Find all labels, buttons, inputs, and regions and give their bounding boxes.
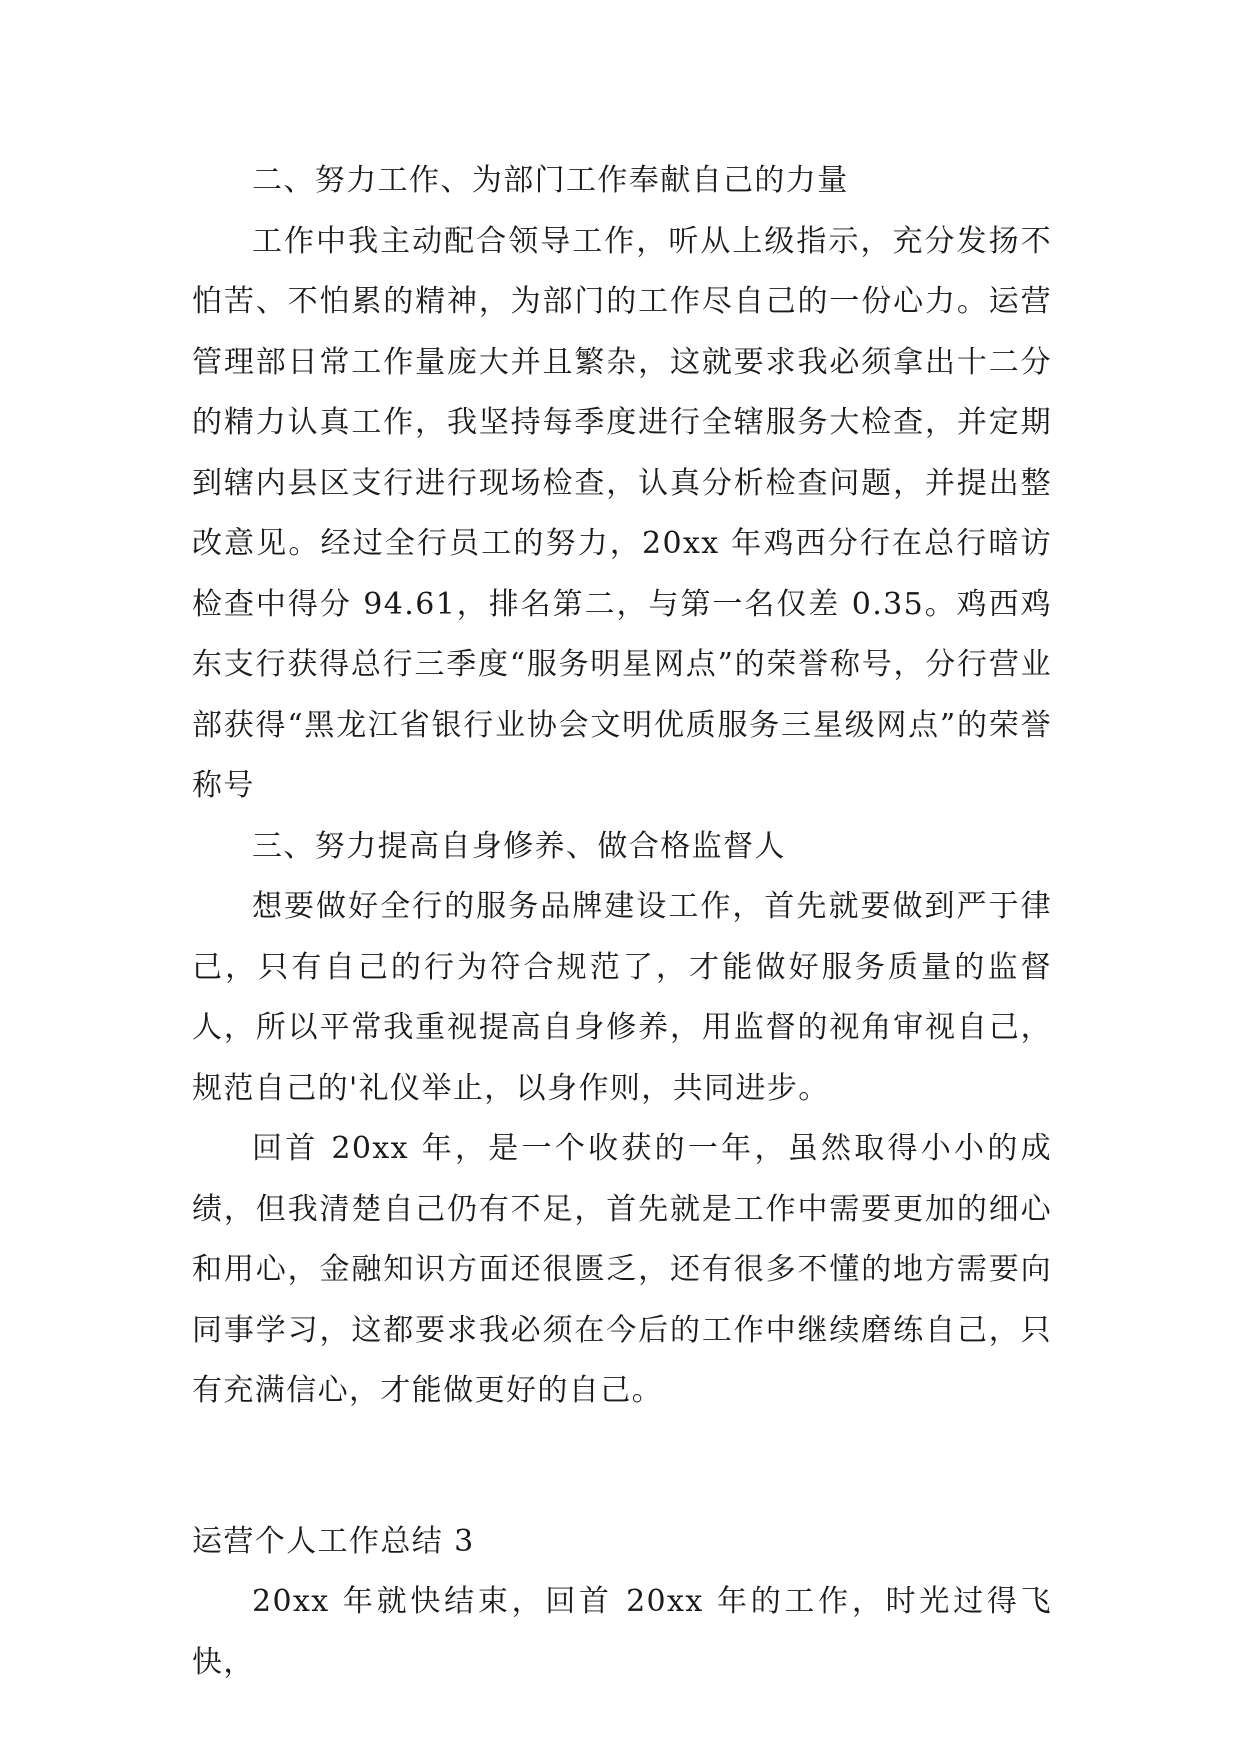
next-document-intro: 20xx 年就快结束，回首 20xx 年的工作，时光过得飞快， — [192, 1584, 1052, 1680]
document-body — [192, 151, 1052, 1693]
closing-paragraph: 回首 20xx 年，是一个收获的一年，虽然取得小小的成绩，但我清楚自己仍有不足，首先就是工作中需要更加的细心和用心，金融知识方面还很匮乏，还有很多不懂的地方需要向同事学习，这都要求我必须在今后的工作中继续磨练自己，只有充满信心，才能做更好的自己。 — [192, 1131, 1052, 1408]
section-paragraph-2: 工作中我主动配合领导工作，听从上级指示，充分发扬不怕苦、不怕累的精神，为部门的工作尽自己的一份心力。运营管理部日常工作量庞大并且繁杂，这就要求我必须拿出十二分的精力认真工作，我坚持每季度进行全辖服务大检查，并定期到辖内县区支行进行现场检查，认真分析检查问题，并提出整改意见。经过全行员工的努力，20xx 年鸡西分行在总行暗访检查中得分 94.61，排名第二，与第一名仅差 0.35。鸡西鸡东支行获得总行三季度“服务明星网点”的荣誉称号，分行营业部获得“黑龙江省银行业协会文明优质服务三星级网点”的荣誉称号 — [192, 223, 1052, 803]
section-heading-3: 三、努力提高自身修养、做合格监督人 — [252, 828, 786, 864]
next-document-title: 运营个人工作总结 3 — [192, 1523, 475, 1559]
section-paragraph-3: 想要做好全行的服务品牌建设工作，首先就要做到严于律己，只有自己的行为符合规范了，才能做好服务质量的监督人，所以平常我重视提高自身修养，用监督的视角审视自己，规范自己的'礼仪举止，以身作则，共同进步。 — [192, 889, 1052, 1106]
section-heading-2: 二、努力工作、为部门工作奉献自己的力量 — [252, 163, 849, 198]
section-gap — [192, 1422, 1052, 1512]
